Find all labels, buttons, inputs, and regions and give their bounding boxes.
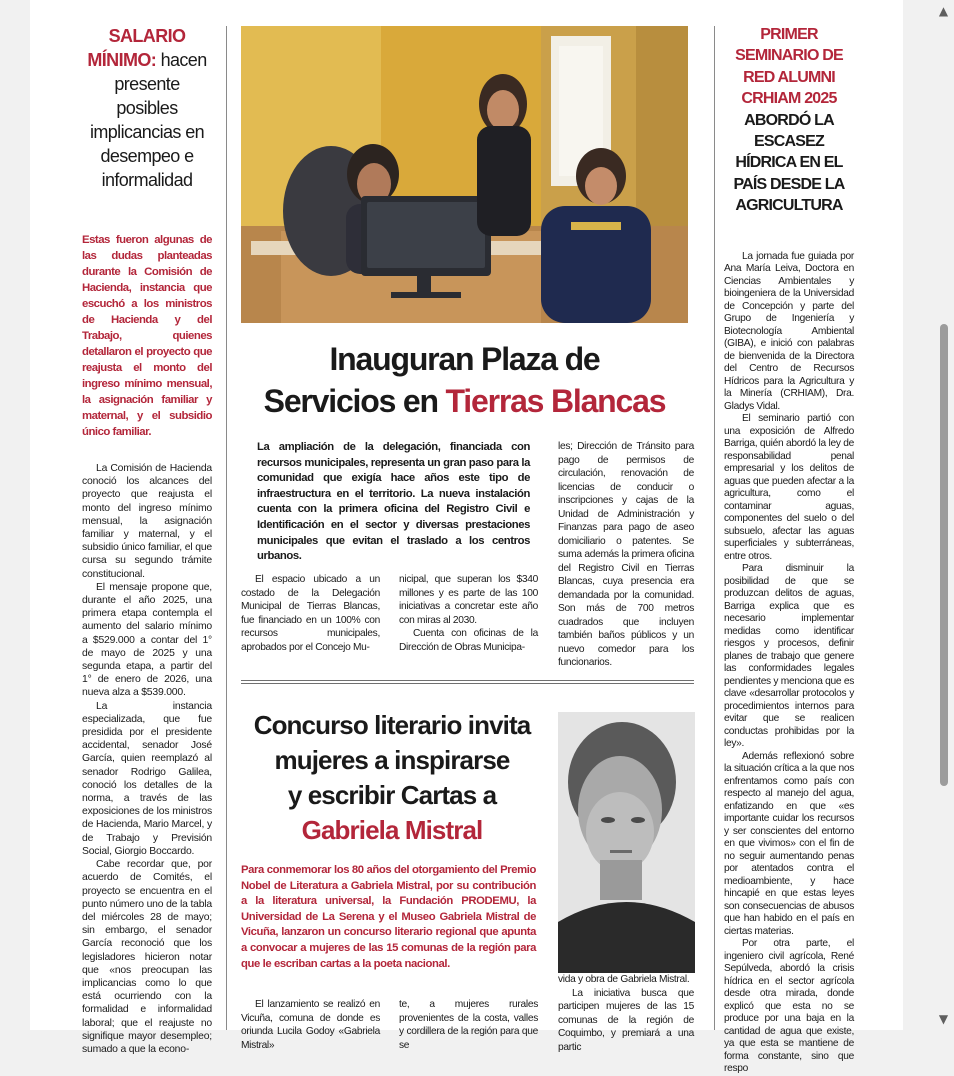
concurso-column-3 bbox=[558, 973, 694, 1053]
plaza-servicios-column-2 bbox=[399, 573, 538, 653]
plaza-servicios-lead: La ampliación de la delegación, financiada con recursos municipales, representa un gran paso para la comunidad que exigía hace años este tipo de infraestructura en el territorio. La nueva instalación cuenta con la primera oficina del Registro Civil e Identificación en el sector y diversas prestaciones municipales que evitan el traslado a los centros urbanos. bbox=[257, 441, 530, 563]
seminario-headline bbox=[724, 24, 854, 217]
concurso-literario-headline bbox=[241, 708, 543, 848]
salario-minimo-lead: Estas fueron algunas de las dudas planteadas durante la Comisión de Hacienda, instancia que escuchó a los ministros de Hacienda y del Trabajo, quienes detallaron el proyecto que reajusta el monto del ingreso mínimo mensual, la asignación familiar y maternal, y el subsidio único familiar. bbox=[82, 234, 212, 438]
plaza-servicios-paragraph: les; Dirección de Tránsito para pago de permisos de circulación, renovación de licencias de conducir o inscripciones y cajas de la Unidad de Administración y Finanzas para pago de aseo domiciliario o patentes. Se suma además la primera oficina del Registro Civil en Tierras Blancas, cuya presencia era demandada por la comunidad. Son más de 700 metros cuadrados que incluyen también baños públicos y un nuevo comedor para los funcionarios. bbox=[558, 441, 694, 668]
salario-minimo-article bbox=[82, 24, 212, 1055]
salario-minimo-headline bbox=[82, 24, 212, 192]
concurso-headline-line2: mujeres a inspirarse bbox=[274, 745, 510, 775]
salario-minimo-body bbox=[82, 462, 212, 1056]
plaza-servicios-headline-black: Servicios en bbox=[263, 383, 446, 419]
plaza-servicios-headline-line1: Inauguran Plaza de bbox=[329, 341, 600, 377]
concurso-paragraph: El lanzamiento se realizó en Vicuña, comuna de donde es oriunda Lucila Godoy «Gabriela Mistral» bbox=[241, 999, 380, 1051]
seminario-headline-black: ABORDÓ LA ESCASEZ HÍDRICA EN EL PAÍS DESDE LA AGRICULTURA bbox=[733, 111, 845, 215]
column-divider bbox=[714, 26, 715, 1030]
plaza-servicios-paragraph: Cuenta con oficinas de la Dirección de Obras Municipa- bbox=[399, 628, 538, 653]
plaza-servicios-headline-line2 bbox=[241, 380, 688, 422]
salario-minimo-headline-red: SALARIO MÍNIMO: bbox=[87, 26, 186, 70]
vertical-scrollbar[interactable] bbox=[933, 0, 954, 1030]
concurso-paragraph: te, a mujeres rurales provenientes de la costa, valles y cordillera de la región para que se bbox=[399, 999, 538, 1051]
seminario-paragraph: Por otra parte, el ingeniero civil agrícola, René Sepúlveda, abordó la crisis hídrica en el sector agrícola desde otra mirada, donde explicó que esta no se produce por una baja en la cantidad de agua que existe, ya que esta se mantiene de forma constante, sino que respo bbox=[724, 938, 854, 1075]
seminario-headline-red: PRIMER SEMINARIO DE RED ALUMNI CRHIAM 2025 bbox=[735, 26, 843, 108]
plaza-servicios-headline bbox=[241, 338, 688, 422]
scroll-down-icon[interactable]: ▼ bbox=[933, 1008, 954, 1030]
column-divider bbox=[226, 26, 227, 1030]
plaza-servicios-paragraph: nicipal, que superan los $340 millones y es parte de las 100 iniciativas a concretar este año con miras al 2030. bbox=[399, 574, 538, 626]
newspaper-page bbox=[30, 0, 903, 1075]
plaza-servicios-column-1 bbox=[241, 573, 380, 653]
concurso-headline-line3: y escribir Cartas a bbox=[287, 780, 497, 810]
concurso-headline-line4: Gabriela Mistral bbox=[301, 815, 483, 845]
plaza-servicios-headline-red: Tierras Blancas bbox=[445, 383, 666, 419]
salario-minimo-headline-rest: hacen presente posibles implicancias en desempeo e informalidad bbox=[89, 50, 207, 190]
concurso-column-2 bbox=[399, 998, 538, 1051]
seminario-body bbox=[724, 251, 854, 1076]
seminario-crhiam-article bbox=[724, 24, 854, 1075]
scroll-up-icon[interactable]: ▲ bbox=[933, 0, 954, 22]
salario-minimo-paragraph: El mensaje propone que, durante el año 2025, una primera etapa contempla el aumento del salario mínimo a $529.000 a contar del 1° de mayo de 2025 y una segunda etapa, a partir del 1° de enero de 2026, una nueva alza a $539.000. bbox=[82, 581, 212, 699]
seminario-paragraph: La jornada fue guiada por Ana María Leiva, Doctora en Ciencias Ambientales y bioingeniera de la Universidad de Concepción y parte del Grupo de Ingeniería y Biotecnología Ambiental (GIBA), e inició con palabras de bienvenida de la Directora del Centro de Recursos Hídricos para la Agricultura y la Minería (CRHIAM), Dra. Gladys Vidal. bbox=[724, 250, 854, 412]
office-workers-photo bbox=[241, 26, 688, 323]
salario-minimo-paragraph: Cabe recordar que, por acuerdo de Comités, el proyecto se encuentra en el punto número uno de la tabla del miércoles 28 de mayo; sin embargo, el senador García reconoció que los legisladores hicieron notar que «nos preocupan las implicancias como lo que está ocurriendo con la formalidad e informalidad laboral; que el reajuste no signifique mayor desempleo; sumado a que la econo- bbox=[82, 859, 212, 1055]
seminario-paragraph: Además reflexionó sobre la situación crítica a la que nos enfrentamos como país con respecto al manejo del agua, enfatizando en que «es importante cuidar los recursos y ser conscientes del entorno en que vivimos» con el fin de no seguir aumentando penas por atentados contra el medioambiente, y hace hincapié en que estas leyes son consecuencias de abusos que han habido en el país en ciertas materias. bbox=[724, 750, 854, 937]
concurso-column-1 bbox=[241, 998, 380, 1051]
seminario-paragraph: El seminario partió con una exposición de Alfredo Barriga, quién abordó la ley de responsabilidad penal empresarial y los delitos de aguas que pueden afectar a la agricultura, como el contaminar aguas, componentes del suelo o del subsuelo, afectar las aguas superficiales y subterráneas, entre otros. bbox=[724, 413, 854, 562]
concurso-headline-line1: Concurso literario invita bbox=[253, 710, 531, 740]
concurso-paragraph: vida y obra de Gabriela Mistral. bbox=[558, 974, 690, 985]
scroll-thumb[interactable] bbox=[940, 324, 948, 786]
portrait-photo bbox=[558, 712, 695, 973]
salario-minimo-paragraph: La Comisión de Hacienda conoció los alcances del proyecto que reajusta el monto del ingreso mínimo mensual, la asignación familiar y maternal, y el subsidio único familiar, el que cursa su segundo trámite constitucional. bbox=[82, 463, 212, 580]
plaza-servicios-paragraph: El espacio ubicado a un costado de la Delegación Municipal de Tierras Blancas, fue financiado en un 100% con recursos municipales, aprobados por el Concejo Mu- bbox=[241, 574, 380, 653]
gabriela-mistral-portrait bbox=[558, 712, 695, 973]
plaza-servicios-photo bbox=[241, 26, 688, 323]
section-divider bbox=[241, 680, 694, 684]
concurso-paragraph: La iniciativa busca que participen mujeres de las 15 comunas de la región de Coquimbo, y premiará a una partic bbox=[558, 987, 694, 1053]
concurso-literario-lead: Para conmemorar los 80 años del otorgamiento del Premio Nobel de Literatura a Gabriela Mistral, por su contribución a la literatura universal, la Fundación PRODEMU, la Universidad de La Serena y el Museo Gabriela Mistral de Vicuña, lanzaron un concurso literario regional que apunta a convocar a mujeres de las 15 comunas de la región para que le escriban cartas a la poeta nacional. bbox=[241, 864, 536, 970]
plaza-servicios-column-3 bbox=[558, 440, 694, 668]
seminario-paragraph: Para disminuir la posibilidad de que se produzcan delitos de aguas, Barriga explica que es necesario implementar medidas como identificar riesgos y procesos, definir planes de trabajo que genere las conformidades legales pendientes y menciona que es clave «desarrollar protocolos y procedimientos internos para evitar que se realicen conductas prohibidas por la ley». bbox=[724, 563, 854, 750]
salario-minimo-paragraph: La instancia especializada, que fue presidida por el presidente accidental, senador José García, quien reemplazó al senador Rodrigo Galilea, conoció los detalles de la norma, a través de las exposiciones de los ministros de Hacienda, Mario Marcel, y de Trabajo y Previsión Social, Giorgio Boccardo. bbox=[82, 700, 212, 857]
